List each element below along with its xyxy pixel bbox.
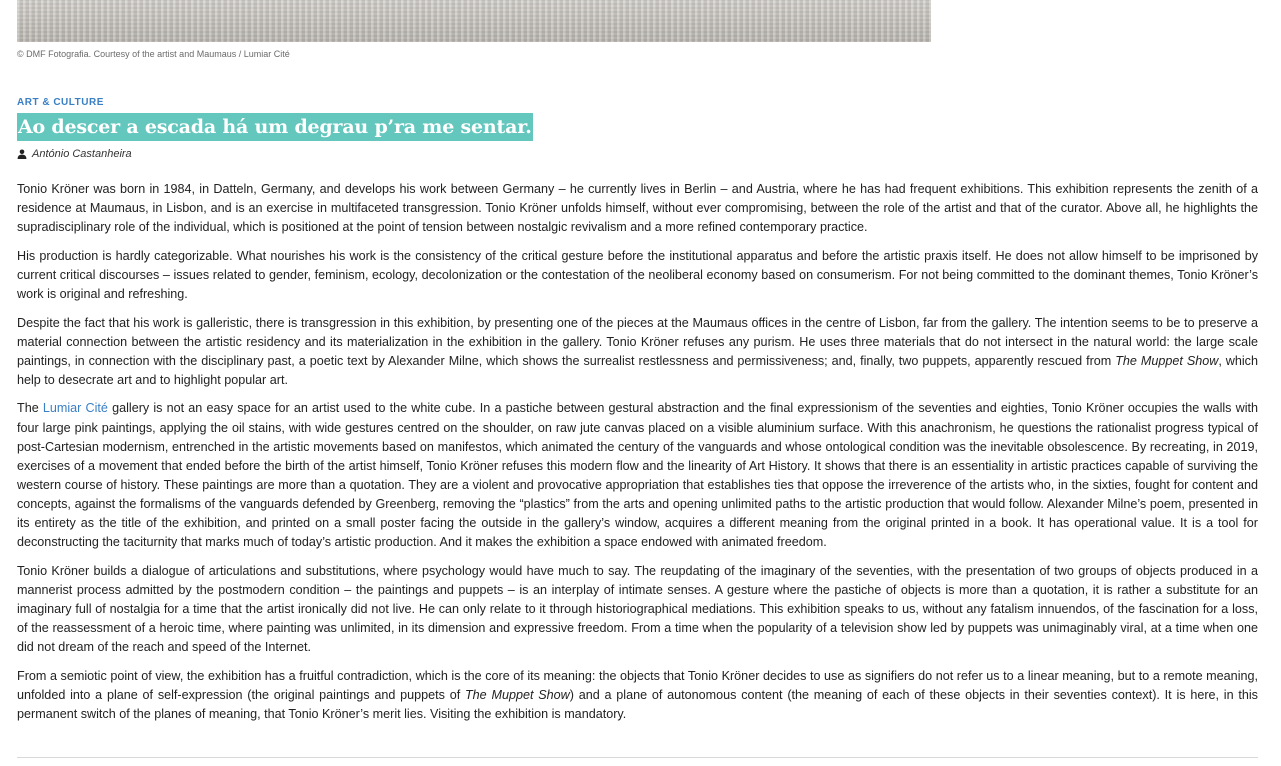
paragraph-text: gallery is not an easy space for an artist used to the white cube. In a pastiche between gestural abstraction and the final expressionism of the seventies and eighties, Tonio Kröner occupies the walls with four large pink paintings, applying the oil stains, with wide gestures centred on the shoulder, on raw jute canvas placed on a visible aluminium surface. With this anachronism, he questions the rationalist progress typical of post-Cartesian modernism, entrenched in the artistic movements based on manifestos, which animated the century of the vanguards and whose ontological condition was the inevitable obsolescence. By recreating, in 2019, exercises of a movement that ended before the birth of the artist himself, Tonio Kröner refuses this modern flow and the linearity of Art History. It shows that there is an essentiality in artistic practices capable of surviving the western course of history. These paintings are more than a quotation. They are a violent and provocative appropriation that establishes ties that oppose the irreverence of the artists who, in the sixties, fought for content and concepts, against the formalisms of the vanguards defended by Greenberg, removing the “plastics” from the arts and opening unlimited paths to the artistic production that would follow. Alexander Milne’s poem, presented in its entirety as the title of the exhibition, and printed on a small poster facing the outside in the gallery’s window, acquires a different meaning from the original printed in a book. It has operational value. It is a tool for deconstructing the taciturnity that marks much of today’s artistic production. And it makes the exhibition a space endowed with animated freedom. [17, 401, 1259, 550]
paragraph-text: His production is hardly categorizable. What nourishes his work is the consistency of the critical gesture before the institutional apparatus and before the artistic praxis itself. He does not allow himself to be imprisoned by current critical discourses – issues related to gender, feminism, ecology, decolonization or the contestation of the neoliberal economy based on consumerism. For not being committed to the dominant themes, Tonio Kröner’s work is original and refreshing. [17, 248, 1258, 301]
paragraph-text: Tonio Kröner was born in 1984, in Datteln, Germany, and develops his work between Germany – he currently lives in Berlin – and Austria, where he has had frequent exhibitions. This exhibition represents the zenith of a residence at Maumaus, in Lisbon, and is an exercise in multifaceted transgression. Tonio Kröner unfolds himself, without ever compromising, between the role of the artist and that of the curator. Above all, he highlights the supradisciplinary role of the individual, which is positioned at the point of tension between nostalgic revivalism and a more refined contemporary practice. [17, 182, 1258, 235]
category-label[interactable]: ART & CULTURE [17, 97, 104, 108]
photo-caption: © DMF Fotografia. Courtesy of the artist and Maumaus / Lumiar Cité [17, 49, 290, 59]
article-author [17, 148, 132, 160]
paragraph-3 [17, 314, 1258, 390]
paragraph-text: Tonio Kröner builds a dialogue of articulations and substitutions, where psychology would have much to say. The reupdating of the imaginary of the seventies, with the presentation of two groups of objects produced in a mannerist process admitted by the postmodern condition – the paintings and puppets – is an interplay of intimate senses. A gesture where the pastiche of objects is more than a quotation, it is rather a substitute for an imaginary full of nostalgia for a time that the artist ironically did not live. He can only relate to it through historiographical mediations. This exhibition speaks to us, without any fatalism innuendos, of the fascination for a loss, of the reassessment of a heroic time, where painting was unlimited, in its dimension and expressive freedom. From a time when the popularity of a television show led by puppets was unimaginably viral, at a time when one did not dream of the reach and speed of the Internet. [17, 563, 1258, 655]
muppet-show-title: The Muppet Show [464, 687, 570, 702]
paragraph-5 [17, 562, 1258, 657]
paragraph-4 [17, 399, 1258, 552]
author-name[interactable]: António Castanheira [32, 148, 132, 160]
article-title: Ao descer a escada há um degrau p’ra me sentar. [18, 116, 532, 138]
lumiar-cite-link[interactable]: Lumiar Cité [42, 401, 108, 416]
exhibition-photo [17, 0, 931, 42]
divider [17, 757, 1258, 758]
paragraph-text: Despite the fact that his work is galleristic, there is transgression in this exhibition, by presenting one of the pieces at the Maumaus offices in the centre of Lisbon, far from the gallery. The intention seems to be to preserve a material connection between the artistic residency and its materialization in the exhibition in the gallery. Tonio Kröner refuses any purism. He uses three materials that do not intersect in the natural world: the large scale paintings, in connection with the disciplinary past, a poetic text by Alexander Milne, which shows the surrealist restlessness and permissiveness; and, finally, two puppets, apparently rescued from [17, 315, 1258, 368]
paragraph-6 [17, 667, 1258, 724]
paragraph-1 [17, 180, 1258, 237]
user-icon [17, 149, 27, 159]
paragraph-2 [17, 247, 1258, 304]
paragraph-text: From a semiotic point of view, the exhibition has a fruitful contradiction, which is the core of its meaning: the objects that Tonio Kröner decides to use as signifiers do not refer us to a linear meaning, but to a remote meaning, unfolded into a plane of self-expression (the original paintings and puppets of [17, 668, 1258, 702]
article-title-highlight [17, 113, 533, 141]
paragraph-text: The [17, 401, 43, 416]
paragraph-text: , which help to desecrate art and to highlight popular art. [17, 353, 1258, 387]
muppet-show-title: The Muppet Show [1115, 353, 1219, 368]
paragraph-text: ) and a plane of autonomous content (the meaning of each of these objects in their seventies context). It is here, in this permanent switch of the planes of meaning, that Tonio Kröner’s merit lies. Visiting the exhibition is mandatory. [17, 687, 1258, 721]
article-body [17, 180, 1258, 733]
